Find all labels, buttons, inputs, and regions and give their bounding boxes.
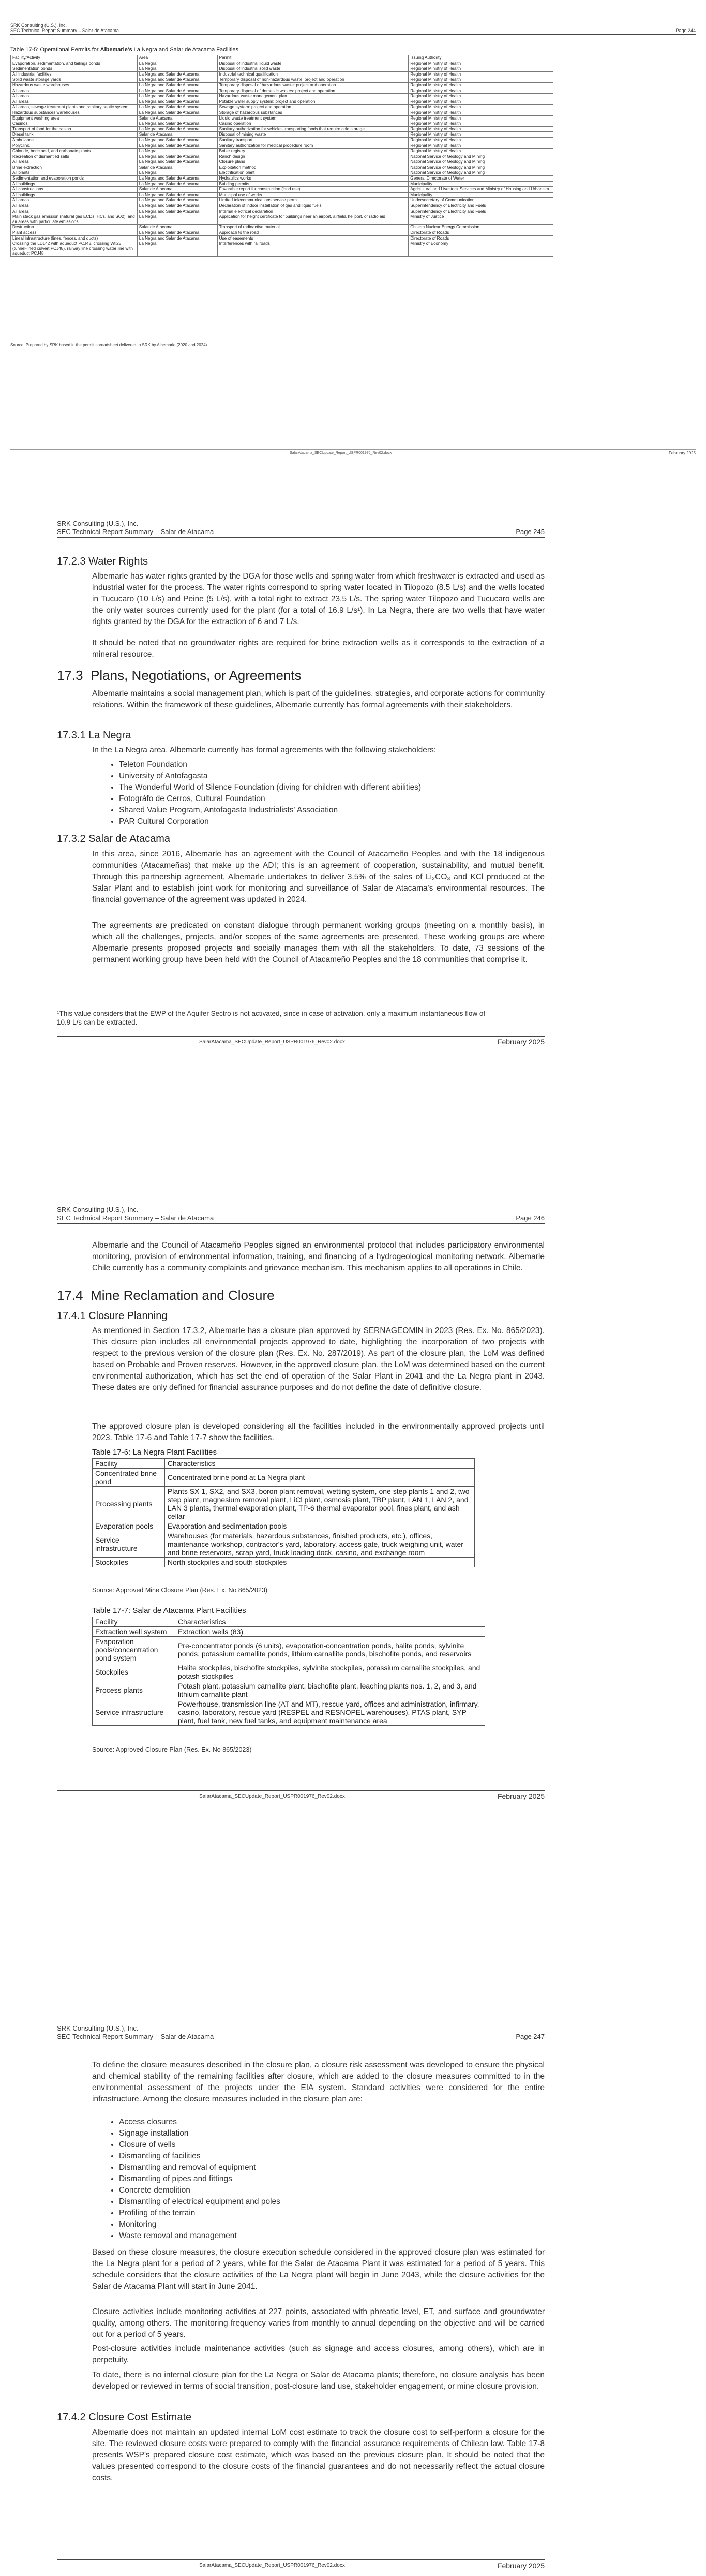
permits-cell: All areas <box>11 198 138 203</box>
la-negra-facilities-row <box>93 1487 475 1521</box>
p4-page-number: Page 247 <box>516 2033 545 2040</box>
closure-schedule-paragraph: Based on these closure measures, the closure execution schedule considered in the approved closure plan was estimated for the La Negra plant for a period of 2 years, while for the Salar de Atacama Plant it was estimated for a period of 5 years. This schedule considers that the closure activities of the La Negra plant will begin in June 2043, while the closure activities for the Salar de Atacama Plant will start in June 2041. <box>92 2248 545 2291</box>
permits-cell: La Negra <box>137 241 217 257</box>
permits-row <box>11 149 553 154</box>
permits-cell: La Negra and Salar de Atacama <box>137 181 217 187</box>
permits-cell: La Negra and Salar de Atacama <box>137 121 217 127</box>
no-internal-plan-paragraph: To date, there is no internal closure plan for the La Negra or Salar de Atacama plants; therefore, no closure analysis has been developed or reviewed in terms of social transition, post-closure land use, stakeholder engagement, or mine closure provision. <box>92 2371 545 2391</box>
p4-footer-date: February 2025 <box>497 2562 545 2570</box>
p2-footer-file: SalarAtacama_SECUpdate_Report_USPR001976_Rev02.docx <box>199 1039 345 1045</box>
permits-cell: Potable water supply system: project and operation <box>217 99 409 105</box>
permits-row <box>11 198 553 203</box>
permits-cell: Regional Ministry of Health <box>409 110 553 115</box>
p1-footer-rule <box>10 449 696 450</box>
permits-cell: Sanitary authorization for vehicles transporting foods that require cold storage <box>217 126 409 132</box>
permits-cell: Superintendency of Electricity and Fuels <box>409 203 553 209</box>
salar-facilities-table <box>92 1617 485 1726</box>
permits-cell: Hazardous substances warehouses <box>11 110 138 115</box>
p2-footer-rule <box>57 1036 545 1037</box>
permits-row <box>11 187 553 193</box>
stakeholder-list <box>108 759 545 827</box>
salar-facilities-row <box>93 1681 485 1699</box>
permits-header-cell: Facility/Activity <box>11 55 138 61</box>
agreements-paragraph: Albemarle maintains a social management plan, which is part of the guidelines, strategies, and corporate actions for community relations. Within the framework of these guidelines, Albemarle currently has formal agreements with their stakeholders. <box>92 689 545 709</box>
permits-cell: La Negra and Salar de Atacama <box>137 230 217 236</box>
permits-header-cell: Issuing Authority <box>409 55 553 61</box>
closure-planning-paragraph: As mentioned in Section 17.3.2, Albemarle has a closure plan approved by SERNAGEOMIN in 2023 (Res. Ex. No. 865/2023). This closure plan includes all environmental projects approved to date, highlighting the incorporation of two projects with respect to the previous version of the closure plan (Res. Ex. No. 287/2019). As part of the closure plan, the LoM was defined based on Probable and Proven reserves. However, in the approved closure plan, the LoM was determined based on the current environmental authorization, which has set the end of operation of the Salar Plant in 2041 and the La Negra plant in 2043. These dates are only defined for financial assurance purposes and do not define the date of definitive closure. <box>92 1326 545 1392</box>
permits-cell: Superintendency of Electricity and Fuels <box>409 209 553 214</box>
permits-cell: La Negra and Salar de Atacama <box>137 192 217 198</box>
permits-cell: Disposal of industrial solid waste <box>217 66 409 72</box>
permits-cell: Regional Ministry of Health <box>409 77 553 83</box>
p4-company: SRK Consulting (U.S.), Inc. <box>57 2024 139 2032</box>
la-negra-facilities-header-cell: Characteristics <box>164 1459 474 1469</box>
closure-measure-item: • Dismantling of electrical equipment and poles <box>119 2196 545 2208</box>
salar-facilities-cell: Extraction well system <box>93 1627 175 1637</box>
salar-facilities-row <box>93 1637 485 1663</box>
permits-cell: La Negra and Salar de Atacama <box>137 94 217 99</box>
permits-row <box>11 159 553 165</box>
permits-cell: Lineal infrastructure (lines, fences, and ducts) <box>11 235 138 241</box>
stakeholder-item: • The Wonderful World of Silence Foundation (diving for children with different abilities) <box>119 782 545 793</box>
permits-cell: Building permits <box>217 181 409 187</box>
permits-cell: All constructions <box>11 187 138 193</box>
stakeholder-item: • Fotográfo de Cerros, Cultural Foundation <box>119 793 545 805</box>
p3-page-number: Page 246 <box>516 1214 545 1222</box>
p3-footer-date: February 2025 <box>497 1792 545 1800</box>
permits-row <box>11 225 553 230</box>
permits-row <box>11 235 553 241</box>
permits-row <box>11 88 553 94</box>
closure-measure-item: • Closure of wells <box>119 2139 545 2151</box>
permits-cell: All areas <box>11 88 138 94</box>
salar-facilities-cell: Process plants <box>93 1681 175 1699</box>
operational-permits-table <box>10 55 553 257</box>
permits-row <box>11 110 553 115</box>
permits-row <box>11 71 553 77</box>
p1-page-number: Page 244 <box>675 28 696 33</box>
p1-table-title: Table 17-5: Operational Permits for Albemarle's La Negra and Salar de Atacama Facilities <box>10 47 239 53</box>
permits-cell: Municipal use of works <box>217 192 409 198</box>
p4-footer-file: SalarAtacama_SECUpdate_Report_USPR001976_Rev02.docx <box>199 2563 345 2568</box>
permits-cell: La Negra <box>137 61 217 66</box>
la-negra-facilities-header-cell: Facility <box>93 1459 165 1469</box>
permits-cell: Solid waste storage yards <box>11 77 138 83</box>
permits-cell: Sewage system: project and operation <box>217 105 409 110</box>
stakeholder-item: • Teleton Foundation <box>119 759 545 771</box>
permits-cell: Regional Ministry of Health <box>409 94 553 99</box>
salar-facilities-header-cell: Facility <box>93 1617 175 1627</box>
salar-facilities-cell: Stockpiles <box>93 1663 175 1681</box>
p1-company: SRK Consulting (U.S.), Inc. <box>10 23 67 28</box>
table-17-6-title: Table 17-6: La Negra Plant Facilities <box>92 1448 217 1457</box>
permits-cell: Regional Ministry of Health <box>409 149 553 154</box>
permits-cell: Application for height certificate for buildings near an airport, airfield, heliport, or radio aid <box>217 214 409 225</box>
permits-cell: Sanitary transport <box>217 137 409 143</box>
permits-cell: Salar de Atacama <box>137 132 217 138</box>
p4-footer-rule <box>57 2559 545 2560</box>
salar-agreement-paragraph: In this area, since 2016, Albemarle has an agreement with the Council of Atacameño Peoples and with the 18 indigenous communities (Atacameñas) that make up the ADI; this is an agreement of cooperation, sustainability, and mutual benefit. Through this partnership agreement, Albemarle undertakes to deliver 3.5% of the sales of Li₂CO₃ and KCl produced at the Salar Plant and to establish joint work for monitoring and surveillance of Salar de Atacama's environmental resources. The financial governance of the agreement was updated in 2024. <box>92 850 545 904</box>
permits-cell: Regional Ministry of Health <box>409 61 553 66</box>
permits-cell: Internal electrical declaration <box>217 209 409 214</box>
permits-cell: Regional Ministry of Health <box>409 105 553 110</box>
p1-report: SEC Technical Report Summary – Salar de Atacama <box>10 28 119 33</box>
p3-footer-file: SalarAtacama_SECUpdate_Report_USPR001976_Rev02.docx <box>199 1794 345 1799</box>
permits-cell: Directorate of Roads <box>409 235 553 241</box>
table-17-7-source: Source: Approved Closure Plan (Res. Ex. No 865/2023) <box>92 1746 252 1753</box>
permits-cell: Temporary disposal of hazardous waste: project and operation <box>217 82 409 88</box>
salar-facilities-header-cell: Characteristics <box>175 1617 485 1627</box>
permits-cell: La Negra and Salar de Atacama <box>137 99 217 105</box>
permits-row <box>11 137 553 143</box>
permits-cell: Recreation of dismantled salts <box>11 154 138 159</box>
permits-cell: Disposal of industrial liquid waste <box>217 61 409 66</box>
permits-cell: Approach to the road <box>217 230 409 236</box>
protocol-paragraph: Albemarle and the Council of Atacameño Peoples signed an environmental protocol that includes participatory environmental monitoring, provision of environmental information, training, and financing of a hydrogeological monitoring network. Albemarle Chile currently has a community complaints and grievance mechanism. This mechanism applies to all operations in Chile. <box>92 1241 545 1272</box>
p3-footer-rule <box>57 1790 545 1791</box>
p1-footer-file: SalarAtacama_SECUpdate_Report_USPR001976_Rev02.docx <box>290 451 392 455</box>
permits-row <box>11 105 553 110</box>
permits-cell: Salar de Atacama <box>137 225 217 230</box>
permits-cell: La Negra and Salar de Atacama <box>137 176 217 182</box>
heading-17-4-2: 17.4.2 Closure Cost Estimate <box>57 2411 192 2423</box>
permits-row <box>11 170 553 176</box>
closure-measure-item: • Dismantling of facilities <box>119 2151 545 2162</box>
permits-cell: Sedimentation and evaporation ponds <box>11 176 138 182</box>
permits-row <box>11 94 553 99</box>
la-negra-facilities-cell: Evaporation and sedimentation pools <box>164 1521 474 1531</box>
p2-company: SRK Consulting (U.S.), Inc. <box>57 520 139 527</box>
la-negra-facilities-row <box>93 1558 475 1567</box>
table-17-7-title: Table 17-7: Salar de Atacama Plant Facilities <box>92 1606 246 1615</box>
p2-footer-date: February 2025 <box>497 1038 545 1046</box>
permits-cell: La Negra and Salar de Atacama <box>137 154 217 159</box>
p1-header-rule <box>10 34 696 35</box>
closure-facilities-paragraph: The approved closure plan is developed considering all the facilities included in the environmentally approved projects until 2023. Table 17-6 and Table 17-7 show the facilities. <box>92 1422 545 1442</box>
permits-cell: Liquid waste treatment system <box>217 115 409 121</box>
permits-row <box>11 176 553 182</box>
permits-cell: La Negra and Salar de Atacama <box>137 159 217 165</box>
la-negra-facilities-cell: North stockpiles and south stockpiles <box>164 1558 474 1567</box>
permits-cell: All buildings <box>11 192 138 198</box>
salar-facilities-cell: Potash plant, potassium carnallite plant, bischofite plant, leaching plants nos. 1, 2, and 3, and lithium carnallite plant <box>175 1681 485 1699</box>
permits-cell: Regional Ministry of Health <box>409 132 553 138</box>
heading-17-3-1: 17.3.1 La Negra <box>57 730 131 741</box>
salar-facilities-row <box>93 1699 485 1726</box>
permits-cell: Municipality <box>409 181 553 187</box>
permits-cell: La Negra and Salar de Atacama <box>137 77 217 83</box>
permits-cell: Brine extraction <box>11 165 138 170</box>
closure-measure-item: • Waste removal and management <box>119 2230 545 2242</box>
closure-measure-item: • Concrete demolition <box>119 2185 545 2196</box>
la-negra-facilities-header-row <box>93 1459 475 1469</box>
la-negra-facilities-cell: Stockpiles <box>93 1558 165 1567</box>
permits-cell: Regional Ministry of Health <box>409 126 553 132</box>
closure-measure-item: • Monitoring <box>119 2219 545 2230</box>
permits-cell: Ministry of Justice <box>409 214 553 225</box>
salar-facilities-cell: Powerhouse, transmission line (AT and MT), rescue yard, offices and administration, infirmary, casino, laboratory, rescue yard (RESPEL and RESNOPEL warehouses), PTAS plant, SYP plant, fuel tank, new fuel tanks, and equipment maintenance area <box>175 1699 485 1726</box>
closure-measure-item: • Access closures <box>119 2116 545 2128</box>
permits-cell: Regional Ministry of Health <box>409 88 553 94</box>
permits-cell: Hazardous waste management plan <box>217 94 409 99</box>
permits-cell: Regional Ministry of Health <box>409 121 553 127</box>
permits-cell: La Negra and Salar de Atacama <box>137 137 217 143</box>
permits-row <box>11 203 553 209</box>
salar-facilities-cell: Halite stockpiles, bischofite stockpiles, sylvinite stockpiles, potassium carnallite stockpiles, and potash stockpiles <box>175 1663 485 1681</box>
heading-17-2-3: 17.2.3 Water Rights <box>57 556 148 567</box>
closure-cost-paragraph: Albemarle does not maintain an updated internal LoM cost estimate to track the closure cost to self-perform a closure for the site. The reviewed closure costs were prepared to comply with the financial assurance requirements of Chilean law. Table 17-8 presents WSP's prepared closure cost estimate, which was based on the previous closure plan. It should be noted that the values presented correspond to the closure costs of the financial guarantees and do not necessarily reflect the actual closure costs. <box>92 2428 545 2482</box>
permits-row <box>11 230 553 236</box>
closure-monitoring-paragraph: Closure activities include monitoring activities at 227 points, associated with phreatic level, ET, and surface and groundwater quality, among others. The monitoring frequency varies from monthly to annual depending on the objective and will be carried out for a period of 5 years. <box>92 2307 545 2339</box>
permits-cell: La Negra and Salar de Atacama <box>137 71 217 77</box>
la-negra-facilities-cell: Processing plants <box>93 1487 165 1521</box>
permits-cell: Ministry of Economy <box>409 241 553 257</box>
stakeholder-item: • Shared Value Program, Antofagasta Industrialists' Association <box>119 805 545 816</box>
stakeholder-item: • University of Antofagasta <box>119 771 545 782</box>
la-negra-facilities-cell: Concentrated brine pond <box>93 1469 165 1487</box>
permits-cell: Salar de Atacama <box>137 187 217 193</box>
permits-cell: Sanitary authorization for medical procedure room <box>217 143 409 149</box>
permits-cell: La Negra and Salar de Atacama <box>137 235 217 241</box>
permits-cell: La Negra and Salar de Atacama <box>137 198 217 203</box>
heading-17-3-2: 17.3.2 Salar de Atacama <box>57 833 171 845</box>
permits-row <box>11 181 553 187</box>
permits-cell: Equipment washing area <box>11 115 138 121</box>
permits-row <box>11 126 553 132</box>
permits-cell: National Service of Geology and Mining <box>409 154 553 159</box>
permits-cell: All areas <box>11 209 138 214</box>
permits-cell: La Negra and Salar de Atacama <box>137 88 217 94</box>
permits-cell: Casinos <box>11 121 138 127</box>
permits-header-row <box>11 55 553 61</box>
permits-header-cell: Area <box>137 55 217 61</box>
post-closure-paragraph: Post-closure activities include maintenance activities (such as signage and access closures, among others), which are in perpetuity. <box>92 2344 545 2364</box>
permits-cell: La Negra and Salar de Atacama <box>137 105 217 110</box>
permits-cell: Sedimentation ponds <box>11 66 138 72</box>
p2-report: SEC Technical Report Summary – Salar de Atacama <box>57 528 214 536</box>
closure-measures-list <box>108 2116 545 2242</box>
permits-cell: Use of easements <box>217 235 409 241</box>
permits-cell: Directorate of Roads <box>409 230 553 236</box>
permits-cell: Regional Ministry of Health <box>409 71 553 77</box>
permits-cell: Evaporation, sedimentation, and tailings ponds <box>11 61 138 66</box>
permits-row <box>11 143 553 149</box>
closure-measure-item: • Profiling of the terrain <box>119 2208 545 2219</box>
permits-row <box>11 61 553 66</box>
permits-cell: All areas, sewage treatment plants and sanitary septic system <box>11 105 138 110</box>
permits-cell: Polyclinic <box>11 143 138 149</box>
permits-row <box>11 241 553 257</box>
closure-risk-paragraph: To define the closure measures described in the closure plan, a closure risk assessment was developed to ensure the physical and chemical stability of the remaining facilities after closure, which are added to the closure measures committed to in the environmental assessment of the projects under the EIA system. Standard activities were considered for the entire infrastructure. Among the closure measures included in the closure plan are: <box>92 2061 545 2104</box>
permits-cell: Declaration of indoor installation of gas and liquid fuels <box>217 203 409 209</box>
working-groups-paragraph: The agreements are predicated on constant dialogue through permanent working groups (meeting on a monthly basis), in which all the challenges, projects, and/or scopes of the same agreements are presented. These working groups are where Albemarle presents proposed projects and socially manages them with all the stakeholders. To date, 73 sessions of the permanent working group have been held with the Council of Atacameño Peoples and the 18 communities that comprise it. <box>92 921 545 964</box>
la-negra-facilities-row <box>93 1521 475 1531</box>
permits-cell: Transport of food for the casino <box>11 126 138 132</box>
permits-row <box>11 115 553 121</box>
permits-cell: All plants <box>11 170 138 176</box>
permits-cell: Casino operation <box>217 121 409 127</box>
permits-cell: La Negra and Salar de Atacama <box>137 143 217 149</box>
permits-row <box>11 99 553 105</box>
p3-report: SEC Technical Report Summary – Salar de Atacama <box>57 1214 214 1222</box>
permits-cell: Municipality <box>409 192 553 198</box>
table-17-6-source: Source: Approved Mine Closure Plan (Res. Ex. No 865/2023) <box>92 1587 268 1594</box>
water-rights-paragraph-1: Albemarle has water rights granted by the DGA for those wells and spring water from which freshwater is extracted and used as industrial water for the process. The water rights correspond to spring water located in Tilopozo (8.5 L/s) and the wells located in Tucucaro (10 L/s) and Peine (5 L/s), with a total right to extract 23.5 L/s. The spring water Tilopozo and Tucucaro wells are the only water sources currently used for the plant (for a total of 16.9 L/s¹). In La Negra, there are two wells that have water rights granted by the DGA for the extraction of 6 and 7 L/s. <box>92 572 545 626</box>
permits-row <box>11 192 553 198</box>
permits-cell: Limited telecommunications service permit <box>217 198 409 203</box>
permits-cell: National Service of Geology and Mining <box>409 165 553 170</box>
footnote: ¹This value considers that the EWP of the Aquifer Sectro is not activated, since in case of activation, only a maximum instantaneous flow of 10.9 L/s can be extracted. <box>57 1010 486 1026</box>
la-negra-facilities-cell: Service infrastructure <box>93 1531 165 1558</box>
permits-cell: Exploitation method <box>217 165 409 170</box>
permits-header-cell: Permit <box>217 55 409 61</box>
water-rights-paragraph-2: It should be noted that no groundwater rights are required for brine extraction wells as it corresponds to the extraction of a mineral resource. <box>92 639 545 659</box>
permits-cell: Temporary disposal of non-hazardous waste: project and operation <box>217 77 409 83</box>
permits-cell: National Service of Geology and Mining <box>409 170 553 176</box>
la-negra-facilities-row <box>93 1531 475 1558</box>
p4-report: SEC Technical Report Summary – Salar de Atacama <box>57 2033 214 2040</box>
la-negra-facilities-cell: Warehouses (for materials, hazardous substances, finished products, etc.), offices, maintenance workshop, contractor's yard, laboratory, access gate, truck weighing unit, water and brine reservoirs, scrap yard, truck loading dock, casino, and exchange room <box>164 1531 474 1558</box>
permits-cell: Agricultural and Livestock Services and Ministry of Housing and Urbanism <box>409 187 553 193</box>
permits-cell: Storage of hazardous substances <box>217 110 409 115</box>
closure-measure-item: • Dismantling of pipes and fittings <box>119 2173 545 2185</box>
permits-cell: Regional Ministry of Health <box>409 66 553 72</box>
permits-row <box>11 132 553 138</box>
la-negra-facilities-cell: Concentrated brine pond at La Negra plant <box>164 1469 474 1487</box>
permits-cell: Hazardous waste warehouses <box>11 82 138 88</box>
la-negra-facilities-cell: Plants SX 1, SX2, and SX3, boron plant removal, wetting system, one step plants 1 and 2, two step plant, magnesium removal plant, LiCl plant, osmosis plant, TBP plant, LAN 1, LAN 2, and LAN 3 plants, thermal evaporation plant, TP-6 thermal evaporator pool, fines plant, and ash cellar <box>164 1487 474 1521</box>
permits-cell: Industrial technical qualification <box>217 71 409 77</box>
permits-cell: La Negra and Salar de Atacama <box>137 126 217 132</box>
permits-cell: Regional Ministry of Health <box>409 82 553 88</box>
permits-cell: All buildings <box>11 181 138 187</box>
permits-cell: Chloride, boric acid, and carbonate plants <box>11 149 138 154</box>
permits-cell: Favorable report for construction (land use) <box>217 187 409 193</box>
permits-row <box>11 214 553 225</box>
permits-cell: Ambulance <box>11 137 138 143</box>
permits-cell: La Negra and Salar de Atacama <box>137 203 217 209</box>
p3-header-rule <box>57 1223 545 1224</box>
permits-cell: Regional Ministry of Health <box>409 137 553 143</box>
permits-cell: Regional Ministry of Health <box>409 99 553 105</box>
permits-cell: Diesel tank <box>11 132 138 138</box>
permits-cell: Interferences with railroads <box>217 241 409 257</box>
permits-cell: Hydraulics works <box>217 176 409 182</box>
heading-17-3: 17.3 Plans, Negotiations, or Agreements <box>57 668 302 683</box>
p3-company: SRK Consulting (U.S.), Inc. <box>57 1206 139 1213</box>
permits-cell: All industrial facilities <box>11 71 138 77</box>
permits-cell: All areas <box>11 159 138 165</box>
permits-row <box>11 154 553 159</box>
permits-cell: Electrification plant <box>217 170 409 176</box>
permits-cell: Regional Ministry of Health <box>409 143 553 149</box>
salar-facilities-cell: Extraction wells (83) <box>175 1627 485 1637</box>
permits-cell: Salar de Atacama <box>137 165 217 170</box>
salar-facilities-cell: Pre-concentrator ponds (6 units), evaporation-concentration ponds, halite ponds, sylvinite ponds, potassium carnallite ponds, lithium carnallite ponds, bischofite ponds, and reservoirs <box>175 1637 485 1663</box>
stakeholder-item: • PAR Cultural Corporation <box>119 816 545 827</box>
permits-cell: General Directorate of Water <box>409 176 553 182</box>
la-negra-facilities-table <box>92 1458 475 1567</box>
la-negra-facilities-cell: Evaporation pools <box>93 1521 165 1531</box>
permits-cell: La Negra and Salar de Atacama <box>137 209 217 214</box>
permits-cell: La Negra <box>137 170 217 176</box>
salar-facilities-row <box>93 1663 485 1681</box>
permits-cell: Main stack gas emission (natural gas ECDs, HCs, and SO2), and air areas with particulate emissions <box>11 214 138 225</box>
la-negra-facilities-row <box>93 1469 475 1487</box>
permits-cell: La Negra and Salar de Atacama <box>137 82 217 88</box>
permits-cell: All areas <box>11 99 138 105</box>
p2-page-number: Page 245 <box>516 528 545 536</box>
p1-table-source: Source: Prepared by SRK based in the permit spreadsheet delivered to SRK by Albemarle (2020 and 2024) <box>10 343 207 347</box>
permits-cell: All areas <box>11 203 138 209</box>
permits-cell: Plant access <box>11 230 138 236</box>
permits-row <box>11 66 553 72</box>
permits-cell: National Service of Geology and Mining <box>409 159 553 165</box>
permits-cell: Crossing the LD142 with aqueduct PCJ48, crossing Wtl25 (tunnel-lined culvert PCJ48), railway line crossing water line with aqueduct PCJ48 <box>11 241 138 257</box>
permits-cell: Temporary disposal of domestic wastes: project and operation <box>217 88 409 94</box>
la-negra-intro: In the La Negra area, Albemarle currently has formal agreements with the following stakeholders: <box>92 746 437 754</box>
salar-facilities-cell: Service infrastructure <box>93 1699 175 1726</box>
permits-cell: La Negra <box>137 149 217 154</box>
permits-cell: La Negra <box>137 66 217 72</box>
closure-measure-item: • Signage installation <box>119 2128 545 2139</box>
permits-cell: Undersecretary of Communication <box>409 198 553 203</box>
closure-measure-item: • Dismantling and removal of equipment <box>119 2162 545 2173</box>
p1-footer-date: February 2025 <box>668 451 696 455</box>
heading-17-4-1: 17.4.1 Closure Planning <box>57 1310 168 1322</box>
permits-cell: Transport of radioactive material <box>217 225 409 230</box>
salar-facilities-header-row <box>93 1617 485 1627</box>
permits-cell: Disposal of mining waste <box>217 132 409 138</box>
permits-row <box>11 209 553 214</box>
permits-cell: Closure plans <box>217 159 409 165</box>
p2-header-rule <box>57 537 545 538</box>
salar-facilities-cell: Evaporation pools/concentration pond system <box>93 1637 175 1663</box>
heading-17-4: 17.4 Mine Reclamation and Closure <box>57 1287 275 1303</box>
permits-row <box>11 77 553 83</box>
permits-cell: Chilean Nuclear Energy Commission <box>409 225 553 230</box>
permits-cell: La Negra and Salar de Atacama <box>137 110 217 115</box>
permits-row <box>11 165 553 170</box>
permits-cell: Regional Ministry of Health <box>409 115 553 121</box>
permits-row <box>11 82 553 88</box>
permits-row <box>11 121 553 127</box>
permits-cell: Destruction <box>11 225 138 230</box>
salar-facilities-row <box>93 1627 485 1637</box>
permits-cell: All areas <box>11 94 138 99</box>
permits-cell: Salar de Atacama <box>137 115 217 121</box>
permits-cell: Ranch design <box>217 154 409 159</box>
permits-cell: La Negra <box>137 214 217 225</box>
permits-cell: Boiler registry <box>217 149 409 154</box>
